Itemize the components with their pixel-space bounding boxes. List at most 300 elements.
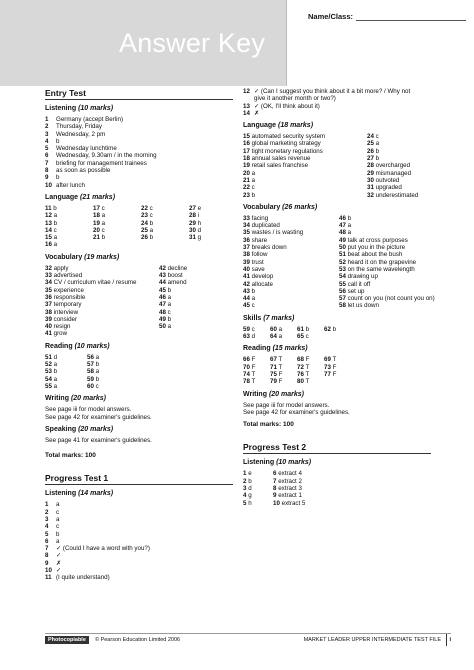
list-item	[45, 552, 233, 559]
list-item	[243, 103, 431, 110]
item-number: 8	[45, 552, 49, 560]
grid-cell	[87, 383, 125, 390]
grid-cell	[243, 478, 269, 485]
item-answer: c	[251, 184, 255, 192]
item-answer: follow	[251, 251, 268, 259]
grid-cell	[324, 356, 347, 363]
item-answer: ✓	[56, 552, 62, 560]
item-answer: ✓ (OK, I'll think about it)	[254, 102, 320, 110]
item-answer: resign	[53, 323, 71, 331]
item-number: 5	[243, 499, 247, 507]
item-answer: underestimated	[375, 191, 419, 199]
item-answer: automated security system	[251, 133, 326, 141]
item-answer: extract 1	[278, 492, 302, 500]
item-number: 24	[367, 133, 374, 141]
item-number: 35	[243, 229, 250, 237]
item-number: 16	[243, 140, 250, 148]
item-answer: Wednesday, 9.30am / in the morning	[56, 152, 157, 160]
grid-cell	[45, 294, 155, 301]
item-answer: b	[167, 315, 172, 323]
item-answer: a	[251, 295, 256, 303]
item-answer: duplicated	[251, 222, 280, 230]
item-answer: e	[248, 470, 252, 478]
item-number: 51	[45, 353, 52, 361]
item-number: 44	[159, 279, 166, 287]
item-answer: F	[251, 356, 256, 364]
grid-cell	[45, 234, 89, 241]
item-answer: c	[149, 212, 153, 220]
grid-cell	[243, 470, 269, 477]
item-number: 48	[339, 229, 346, 237]
item-answer: b	[53, 204, 57, 212]
grid-cell	[159, 272, 233, 279]
grid-cell	[243, 229, 335, 236]
list-item	[45, 516, 233, 523]
item-number: 3	[45, 130, 49, 138]
item-answer: F	[332, 363, 337, 371]
item-answer: tight monetary regulations	[251, 147, 323, 155]
item-number: 8	[273, 484, 277, 492]
entry-language-heading: Language (21 marks)	[45, 193, 116, 201]
item-number	[243, 95, 254, 102]
grid-cell	[45, 301, 155, 308]
item-answer: apply	[53, 264, 69, 272]
item-number: 4	[45, 523, 49, 531]
grid-cell	[339, 266, 435, 273]
item-answer: facing	[251, 214, 269, 222]
pt1-language-grid	[243, 133, 431, 199]
item-answer: b	[347, 214, 352, 222]
entry-vocabulary-heading: Vocabulary (19 marks)	[45, 253, 120, 261]
item-answer: b	[101, 234, 106, 242]
grid-cell	[324, 326, 347, 333]
item-number: 53	[45, 368, 52, 376]
item-number: 58	[87, 368, 94, 376]
grid-cell	[243, 273, 335, 280]
grid-cell	[45, 265, 155, 272]
grid-cell	[243, 170, 363, 177]
grid-cell	[93, 205, 137, 212]
grid-cell	[45, 383, 83, 390]
item-answer: decline	[167, 264, 188, 272]
item-answer: heard it on the grapevine	[347, 258, 417, 266]
grid-cell	[141, 212, 185, 219]
grid-cell	[45, 323, 155, 330]
item-number: 56	[87, 353, 94, 361]
item-answer: a	[56, 501, 60, 509]
grid-cell	[339, 281, 435, 288]
grid-cell	[243, 266, 335, 273]
item-number: 12	[45, 212, 52, 220]
entry-writing-heading: Writing (20 marks)	[45, 395, 106, 403]
item-answer: c	[53, 226, 57, 234]
item-number: 5	[45, 145, 49, 153]
grid-cell	[273, 478, 431, 485]
entry-test-heading: Entry Test	[45, 88, 233, 100]
item-number: 28	[189, 212, 196, 220]
item-number: 2	[45, 123, 49, 131]
item-answer: d	[251, 333, 256, 341]
grid-cell	[87, 368, 125, 375]
list-item	[243, 95, 431, 102]
grid-cell	[367, 177, 431, 184]
item-answer: ✗	[56, 559, 62, 567]
grid-cell	[273, 500, 431, 507]
list-item	[45, 123, 233, 130]
entry-reading-grid	[45, 354, 233, 390]
item-answer: advertised	[53, 272, 83, 280]
grid-cell	[367, 148, 431, 155]
item-number: 6	[273, 470, 277, 478]
item-number: 15	[243, 133, 250, 141]
grid-cell	[45, 241, 89, 248]
item-answer: a	[56, 515, 60, 523]
item-number: 31	[189, 234, 196, 242]
item-answer: T	[305, 378, 310, 386]
list-item	[45, 138, 233, 145]
item-answer: h	[197, 219, 202, 227]
grid-cell	[243, 500, 269, 507]
grid-cell	[243, 184, 363, 191]
item-answer: interview	[53, 308, 79, 316]
item-answer: (I quite understand)	[56, 574, 110, 582]
grid-cell	[339, 288, 435, 295]
item-answer: b	[56, 174, 60, 182]
grid-cell	[243, 259, 335, 266]
item-answer: c	[251, 302, 255, 310]
item-number: 9	[273, 492, 277, 500]
list-item	[45, 538, 233, 545]
item-number: 2	[243, 477, 247, 485]
grid-cell	[243, 148, 363, 155]
list-item	[45, 545, 233, 552]
grid-cell	[45, 279, 155, 286]
item-answer: on the same wavelength	[347, 265, 415, 273]
item-answer: as soon as possible	[56, 167, 111, 175]
item-number: 51	[339, 251, 346, 259]
grid-cell	[339, 302, 435, 309]
item-answer: e	[197, 204, 202, 212]
item-answer: b	[56, 530, 60, 538]
item-number: 58	[339, 302, 346, 310]
grid-cell	[273, 470, 431, 477]
item-answer: c	[251, 325, 255, 333]
item-number: 21	[243, 176, 250, 184]
item-answer: annual sales revenue	[251, 155, 311, 163]
page-number-divider	[446, 634, 447, 646]
item-answer: a	[251, 169, 256, 177]
item-answer: h	[248, 499, 252, 507]
item-number: 50	[159, 323, 166, 331]
item-answer: ✗	[254, 109, 260, 117]
pt1-reading-grid	[243, 356, 431, 385]
item-answer: drawing up	[347, 273, 378, 281]
grid-cell	[243, 326, 266, 333]
item-number: 26	[367, 147, 374, 155]
item-number: 46	[159, 293, 166, 301]
item-answer: a	[101, 219, 106, 227]
pt1-total-marks: Total marks: 100	[243, 421, 294, 429]
item-number: 47	[339, 222, 346, 230]
item-number: 7	[273, 477, 277, 485]
photocopiable-badge: Photocopiable	[45, 636, 89, 644]
item-number: 59	[87, 375, 94, 383]
progress-test-2-heading: Progress Test 2	[243, 442, 431, 454]
grid-cell	[93, 212, 137, 219]
item-answer: F	[251, 363, 256, 371]
item-answer: T	[278, 363, 283, 371]
footer-rule	[45, 633, 451, 634]
grid-cell	[273, 492, 431, 499]
copyright-text: © Pearson Education Limited 2006	[95, 637, 181, 643]
item-answer: a	[56, 537, 60, 545]
grid-cell	[367, 184, 431, 191]
item-number: 78	[243, 378, 250, 386]
item-answer: a	[53, 375, 58, 383]
grid-cell	[93, 220, 137, 227]
item-number: 48	[159, 308, 166, 316]
item-number: 30	[189, 226, 196, 234]
grid-cell	[159, 287, 233, 294]
grid-cell	[367, 162, 431, 169]
item-answer: Thursday, Friday	[56, 123, 102, 131]
item-number: 34	[45, 279, 52, 287]
grid-cell	[297, 371, 320, 378]
item-number: 33	[45, 272, 52, 280]
name-class-line	[356, 20, 466, 21]
item-number: 65	[297, 333, 304, 341]
grid-cell	[189, 241, 233, 248]
item-answer: save	[251, 265, 265, 273]
grid-cell	[339, 222, 435, 229]
item-answer: T	[305, 363, 310, 371]
grid-cell	[45, 205, 89, 212]
pt1-writing-heading: Writing (20 marks)	[243, 390, 304, 398]
item-answer: a	[347, 222, 352, 230]
item-answer: a	[278, 325, 283, 333]
item-answer: c	[375, 133, 379, 141]
item-answer: responsible	[53, 293, 86, 301]
item-answer: Wednesday, 2 pm	[56, 130, 106, 138]
item-number: 14	[243, 109, 250, 117]
item-number: 68	[297, 356, 304, 364]
entry-listening-list	[45, 116, 233, 189]
grid-cell	[339, 251, 435, 258]
entry-reading-heading: Reading (10 marks)	[45, 342, 110, 350]
grid-cell	[141, 227, 185, 234]
pt1-skills-heading: Skills (7 marks)	[243, 314, 295, 322]
item-number: 52	[339, 258, 346, 266]
item-number: 20	[243, 169, 250, 177]
grid-cell	[45, 227, 89, 234]
grid-cell	[159, 309, 233, 316]
title-banner	[0, 0, 286, 86]
item-answer: b	[251, 191, 256, 199]
item-number: 22	[141, 204, 148, 212]
item-number: 21	[93, 234, 100, 242]
item-number: 66	[243, 356, 250, 364]
item-number: 69	[324, 356, 331, 364]
grid-cell	[243, 155, 363, 162]
item-number: 44	[243, 295, 250, 303]
list-item	[45, 531, 233, 538]
item-answer: b	[53, 368, 58, 376]
item-number: 8	[45, 167, 49, 175]
grid-cell	[45, 220, 89, 227]
item-answer: c	[101, 226, 105, 234]
grid-cell	[93, 227, 137, 234]
item-number: 38	[45, 308, 52, 316]
grid-cell	[243, 333, 266, 340]
item-number: 13	[45, 219, 52, 227]
item-answer: breaks down	[251, 244, 287, 252]
grid-cell	[297, 326, 320, 333]
item-number: 43	[159, 272, 166, 280]
item-number: 57	[339, 295, 346, 303]
item-number: 75	[270, 370, 277, 378]
item-answer: outvoted	[375, 176, 400, 184]
item-answer: T	[251, 370, 256, 378]
grid-cell	[324, 333, 347, 340]
pt1-vocabulary-grid	[243, 214, 435, 310]
item-number: 52	[45, 361, 52, 369]
item-number: 62	[324, 325, 331, 333]
grid-cell	[243, 215, 335, 222]
grid-cell	[87, 361, 125, 368]
item-number: 33	[243, 214, 250, 222]
item-number: 40	[243, 265, 250, 273]
item-answer: b	[375, 155, 380, 163]
page-header	[0, 0, 474, 86]
item-number: 49	[339, 236, 346, 244]
grid-cell	[189, 212, 233, 219]
item-number: 45	[243, 302, 250, 310]
item-answer: c	[149, 204, 153, 212]
item-answer: overcharged	[375, 162, 411, 170]
pt1-language-heading: Language (18 marks)	[243, 122, 314, 130]
item-number: 9	[45, 559, 49, 567]
item-number: 14	[45, 226, 52, 234]
item-answer: let us down	[347, 302, 379, 310]
item-answer: b	[332, 325, 337, 333]
grid-cell	[141, 241, 185, 248]
item-number: 28	[367, 162, 374, 170]
item-number: 10	[45, 567, 52, 575]
item-answer: a	[167, 293, 172, 301]
grid-cell	[270, 356, 293, 363]
grid-cell	[243, 356, 266, 363]
item-number: 17	[243, 147, 250, 155]
item-answer: d	[197, 226, 202, 234]
right-column	[243, 88, 435, 507]
item-number: 35	[45, 286, 52, 294]
item-answer: i	[197, 212, 199, 220]
item-answer: a	[347, 229, 352, 237]
grid-cell	[45, 212, 89, 219]
item-answer: consider	[53, 315, 78, 323]
item-number: 10	[273, 499, 280, 507]
item-answer: b	[53, 219, 58, 227]
grid-cell	[270, 371, 293, 378]
item-answer: mismanaged	[375, 169, 412, 177]
item-number: 72	[297, 363, 304, 371]
grid-cell	[339, 215, 435, 222]
item-answer: d	[53, 353, 58, 361]
grid-cell	[243, 244, 335, 251]
item-answer: wastes / is wasting	[251, 229, 304, 237]
grid-cell	[297, 378, 320, 385]
item-answer: c	[95, 382, 99, 390]
item-answer: extract 2	[278, 477, 302, 485]
grid-cell	[243, 133, 363, 140]
item-number: 56	[339, 287, 346, 295]
item-answer: T	[305, 370, 310, 378]
item-number: 10	[45, 181, 52, 189]
item-answer: a	[53, 382, 58, 390]
item-number: 25	[367, 140, 374, 148]
item-answer: Wednesday lunchtime	[56, 145, 117, 153]
item-answer: a	[53, 361, 58, 369]
grid-cell	[159, 265, 233, 272]
item-answer: ✓	[56, 567, 62, 575]
list-item	[45, 131, 233, 138]
item-answer: give it another month or two?)	[254, 95, 336, 103]
list-item	[45, 523, 233, 530]
list-item	[45, 574, 233, 581]
grid-cell	[297, 364, 320, 371]
item-answer: a	[53, 234, 58, 242]
item-answer: T	[278, 356, 283, 364]
grid-cell	[270, 326, 293, 333]
item-answer: beat about the bush	[347, 251, 403, 259]
entry-writing-line-2: See page 42 for examiner's guidelines.	[45, 413, 152, 421]
grid-cell	[159, 279, 233, 286]
item-number: 13	[243, 102, 250, 110]
item-answer: develop	[251, 273, 274, 281]
grid-cell	[243, 288, 335, 295]
list-item	[45, 116, 233, 123]
grid-cell	[243, 237, 335, 244]
item-answer: talk at cross purposes	[347, 236, 408, 244]
grid-cell	[243, 281, 335, 288]
item-number: 1	[45, 116, 49, 123]
item-answer: amend	[167, 279, 187, 287]
entry-language-grid	[45, 205, 233, 249]
grid-cell	[141, 220, 185, 227]
grid-cell	[159, 301, 233, 308]
grid-cell	[243, 251, 335, 258]
item-answer: retail sales franchise	[251, 162, 309, 170]
item-number: 40	[45, 323, 52, 331]
item-answer: a	[167, 301, 172, 309]
item-number: 64	[270, 333, 277, 341]
grid-cell	[324, 371, 347, 378]
item-number: 55	[339, 280, 346, 288]
item-answer: c	[56, 523, 60, 531]
item-answer: g	[248, 492, 252, 500]
list-item	[45, 174, 233, 181]
item-answer: a	[101, 212, 106, 220]
grid-cell	[45, 309, 155, 316]
item-number: 4	[243, 492, 247, 500]
item-number: 32	[45, 264, 52, 272]
grid-cell	[159, 316, 233, 323]
item-number: 41	[45, 330, 52, 338]
item-answer: b	[95, 375, 100, 383]
list-item	[45, 509, 233, 516]
item-answer: put you in the picture	[347, 244, 406, 252]
item-number: 36	[45, 293, 52, 301]
